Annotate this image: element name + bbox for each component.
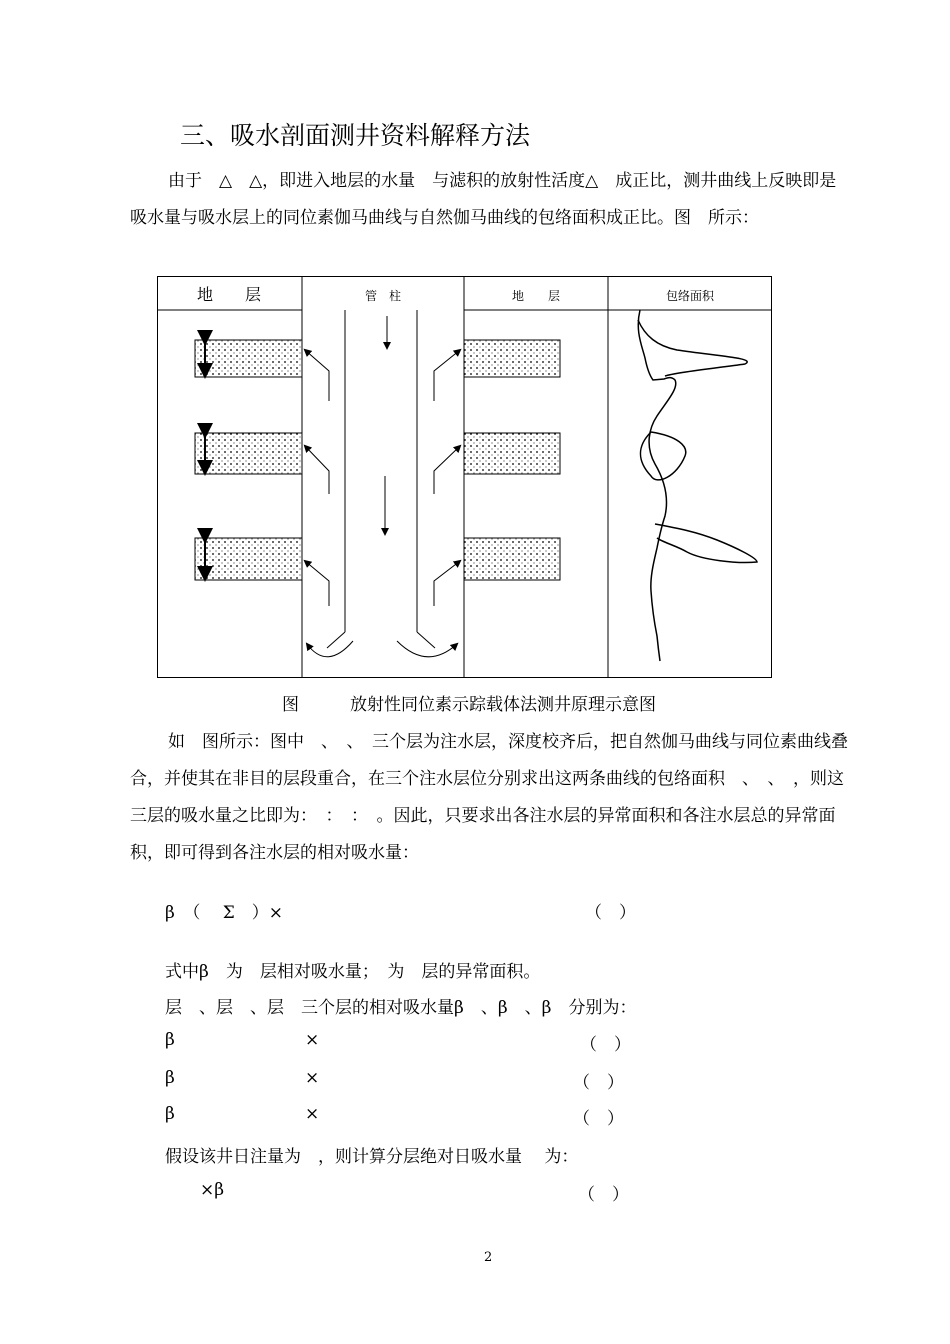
formula-times-1: × <box>305 1030 320 1050</box>
intro-paragraph: 由于 △ △，即进入地层的水量 与滤积的放射性活度△ 成正比，测井曲线上反映即是吸水量与吸水层上的同位素伽马曲线与自然伽马曲线的包络面积成正比。图 所示： <box>130 171 837 228</box>
formula-times-3: × <box>305 1104 320 1124</box>
flow-arrows-right <box>397 350 460 657</box>
formula-num-2: （ ） <box>573 1073 624 1093</box>
gamma-curves <box>638 310 757 661</box>
formula-beta-1: β <box>165 1030 175 1050</box>
header-formation-right: 地 层 <box>511 289 561 303</box>
header-formation-left: 地 层 <box>196 285 262 304</box>
formula-times-2: × <box>305 1068 320 1088</box>
formula-beta-3: β <box>165 1104 175 1124</box>
final-formula: ×β <box>200 1180 225 1200</box>
header-tubing: 管 柱 <box>364 289 402 303</box>
formula-number: （ ） <box>585 903 636 923</box>
header-envelope-area: 包络面积 <box>665 289 715 303</box>
formula-definition: 式中β 为 层相对吸水量； 为 层的异常面积。 <box>165 962 541 982</box>
formula-num-1: （ ） <box>580 1035 631 1055</box>
left-injection-layers <box>195 340 302 580</box>
layers-description: 层 、层 、层 三个层的相对吸水量β 、β 、β 分别为： <box>165 998 637 1018</box>
section-heading: 三、吸水剖面测井资料解释方法 <box>180 121 531 150</box>
right-injection-layers <box>464 340 560 580</box>
figure-caption: 图 放射性同位素示踪载体法测井原理示意图 <box>282 695 656 715</box>
tracer-logging-diagram <box>157 276 772 678</box>
formula-num-3: （ ） <box>573 1109 624 1129</box>
formula-relative-absorption: β （ Σ ）× <box>165 903 283 923</box>
explanation-paragraph: 如 图所示：图中 、 、 三个层为注水层，深度校齐后，把自然伽马曲线与同位素曲线叠合，并使其在非目的层段重合，在三个注水层位分别求出这两条曲线的包络面积 、 、 ，则这三层的吸水量之比即为： ： ： 。因此，只要求出各注水层的异常面积和各注水层总的异常面积，即可得到各注水层的相对吸水量： <box>130 732 848 863</box>
page-number: 2 <box>484 1250 493 1265</box>
assumption-text: 假设该井日注量为 ，则计算分层绝对日吸水量 为： <box>165 1147 579 1167</box>
tubing <box>327 310 435 648</box>
formula-beta-2: β <box>165 1068 175 1088</box>
flow-arrows-left <box>305 350 353 657</box>
final-formula-number: （ ） <box>578 1185 629 1205</box>
